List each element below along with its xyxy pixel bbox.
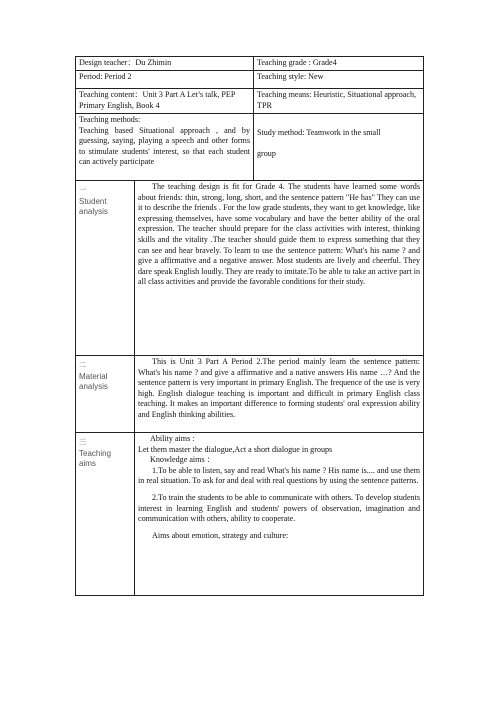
row-designer bbox=[76, 57, 424, 71]
methods-cell bbox=[76, 114, 254, 181]
study-line-1: Study method: Teamwork in the small bbox=[257, 128, 381, 137]
aims-label-cell bbox=[76, 433, 135, 596]
student-label-line1: Student bbox=[79, 196, 107, 206]
designer-cell: Design teacher：Du Zhimin bbox=[76, 57, 254, 71]
aims-label-line2: aims bbox=[79, 458, 96, 468]
student-label-cell bbox=[76, 181, 135, 356]
section-number-2: 二 bbox=[79, 362, 86, 369]
study-line-2: group bbox=[257, 148, 276, 158]
row-material-analysis bbox=[76, 356, 424, 433]
knowledge-aim-1: 1.To be able to listen, say and read What's his name ? His name is.... and use them in real situation. To ask for and deal with real questions by using the sentence patterns. bbox=[138, 465, 420, 486]
ability-aims-text: Let them master the dialogue,Act a short dialogue in groups bbox=[138, 444, 333, 454]
knowledge-aims-heading: Knowledge aims ： bbox=[150, 455, 215, 465]
methods-text: Teaching based Situational approach , and by guessing, saying, playing a speech and other forms to stimulate students' interest, so that each student can actively participate bbox=[79, 125, 250, 167]
material-label-line2: analysis bbox=[79, 381, 108, 391]
material-analysis-text: This is Unit 3 Part A Period 2.The period mainly learn the sentence pattern: What's his name ? and give a affirmative and a native answers His name …? And the sentence pattern is very important in primary English. The frequence of the use is very high. English dialogue teaching is important and difficult in primary English class teaching. It makes an important difference to forming students' oral expression ability and English thinking abilities. bbox=[135, 356, 424, 433]
row-period bbox=[76, 71, 424, 89]
lesson-plan-table bbox=[75, 56, 424, 596]
student-analysis-text: The teaching design is fit for Grade 4. The students have learned some words about friends: thin, strong, long, short, and the sentence pattern "He has" They can use it to describe the friends . For the low grade students, they want to get knowledge, like expressing themselves, have some vocabulary and have the better ability of the oral expression. The teacher should prepare for the class activities with interest, thinking skills and the vitality .The teacher should guide them to express something that they can see and hear bravely. To learn to use the sentence pattern: What's his name ? and give a affirmative and a negative answer. Most students are lively and cheerful. They dare speak English loudly. They are ready to imitate.To be able to take an active part in all class activities and provide the favorable conditions for their study. bbox=[135, 181, 424, 356]
aims-label-line1: Teaching bbox=[79, 448, 112, 458]
row-student-analysis bbox=[76, 181, 424, 356]
grade-cell: Teaching grade : Grade4 bbox=[254, 57, 424, 71]
content-cell: Teaching content：Unit 3 Part A Let’s talk, PEP Primary English, Book 4 bbox=[76, 89, 254, 114]
ability-aims-heading: Ability aims : bbox=[150, 434, 195, 443]
knowledge-aim-2: 2.To train the students to be able to communicate with others. To develop students interest in learning English and students' powers of observation, imagination and communication with others, ability to cooperate. bbox=[138, 492, 420, 524]
material-label-cell bbox=[76, 356, 135, 433]
means-cell: Teaching means: Heuristic, Situational approach, TPR bbox=[254, 89, 424, 114]
material-label-line1: Material bbox=[79, 371, 108, 381]
row-content bbox=[76, 89, 424, 114]
emotion-aims-heading: Aims about emotion, strategy and culture: bbox=[152, 530, 289, 540]
section-number-3: 三 bbox=[79, 439, 86, 446]
section-number-1: 一 bbox=[79, 187, 86, 194]
methods-heading: Teaching methods: bbox=[79, 115, 141, 124]
student-label-line2: analysis bbox=[79, 206, 108, 216]
row-teaching-aims bbox=[76, 433, 424, 596]
study-cell bbox=[254, 114, 424, 181]
period-cell: Period: Period 2 bbox=[76, 71, 254, 89]
style-cell: Teaching style: New bbox=[254, 71, 424, 89]
teaching-aims-text bbox=[135, 433, 424, 596]
row-methods bbox=[76, 114, 424, 181]
